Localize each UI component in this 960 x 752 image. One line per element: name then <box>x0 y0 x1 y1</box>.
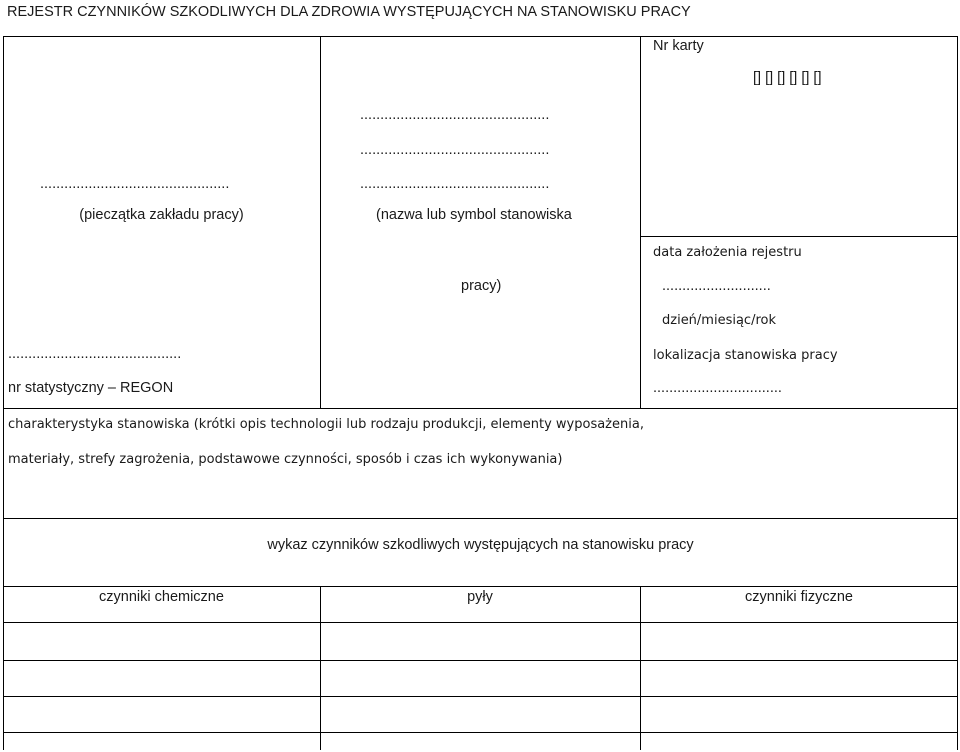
characteristics-line-2: materiały, strefy zagrożenia, podstawowe czynności, sposób i czas ich wykonywania) <box>8 452 563 467</box>
characteristics-line-1: charakterystyka stanowiska (krótki opis technologii lub rodzaju produkcji, elementy wyposażenia, <box>8 417 644 432</box>
factors-row-3-bottom <box>3 732 958 733</box>
form-top-border <box>3 36 958 37</box>
factors-divider-right <box>640 586 641 750</box>
factors-row-1-bottom <box>3 660 958 661</box>
factors-header-row-bottom <box>3 622 958 623</box>
regon-dots: ........................................... <box>8 346 182 362</box>
workstation-name-label-continued: pracy) <box>461 278 502 294</box>
header-divider-right <box>640 36 641 408</box>
factors-row-2-bottom <box>3 696 958 697</box>
regon-label: nr statystyczny – REGON <box>8 380 174 396</box>
stamp-dots: ............................................... <box>40 176 230 192</box>
header-right-divider <box>640 236 958 237</box>
characteristics-bottom-border <box>3 518 958 519</box>
location-label: lokalizacja stanowiska pracy <box>653 348 838 363</box>
card-number-label: Nr karty <box>653 38 704 54</box>
location-dots: ................................ <box>653 380 782 396</box>
stamp-label: (pieczątka zakładu pracy) <box>79 207 244 223</box>
register-date-format: dzień/miesiąc/rok <box>662 313 776 328</box>
card-number-boxes: [] [] [] [] [] [] <box>753 70 822 86</box>
register-date-label: data założenia rejestru <box>653 245 802 260</box>
column-header-physical-factors: czynniki fizyczne <box>745 589 853 605</box>
workstation-name-dots-2: ............................................... <box>360 142 550 158</box>
document-title: REJESTR CZYNNIKÓW SZKODLIWYCH DLA ZDROWIA WYSTĘPUJĄCYCH NA STANOWISKU PRACY <box>7 4 691 20</box>
register-date-dots: ........................... <box>662 278 771 294</box>
factors-heading-bottom-border <box>3 586 958 587</box>
header-bottom-border <box>3 408 958 409</box>
workstation-name-dots-3: ............................................... <box>360 176 550 192</box>
factors-heading: wykaz czynników szkodliwych występujących na stanowisku pracy <box>267 537 694 553</box>
header-divider-left <box>320 36 321 408</box>
column-header-chemical-factors: czynniki chemiczne <box>99 589 224 605</box>
factors-divider-left <box>320 586 321 750</box>
column-header-dusts: pyły <box>467 589 493 605</box>
workstation-name-label: (nazwa lub symbol stanowiska <box>376 207 572 223</box>
workstation-name-dots-1: ............................................... <box>360 107 550 123</box>
